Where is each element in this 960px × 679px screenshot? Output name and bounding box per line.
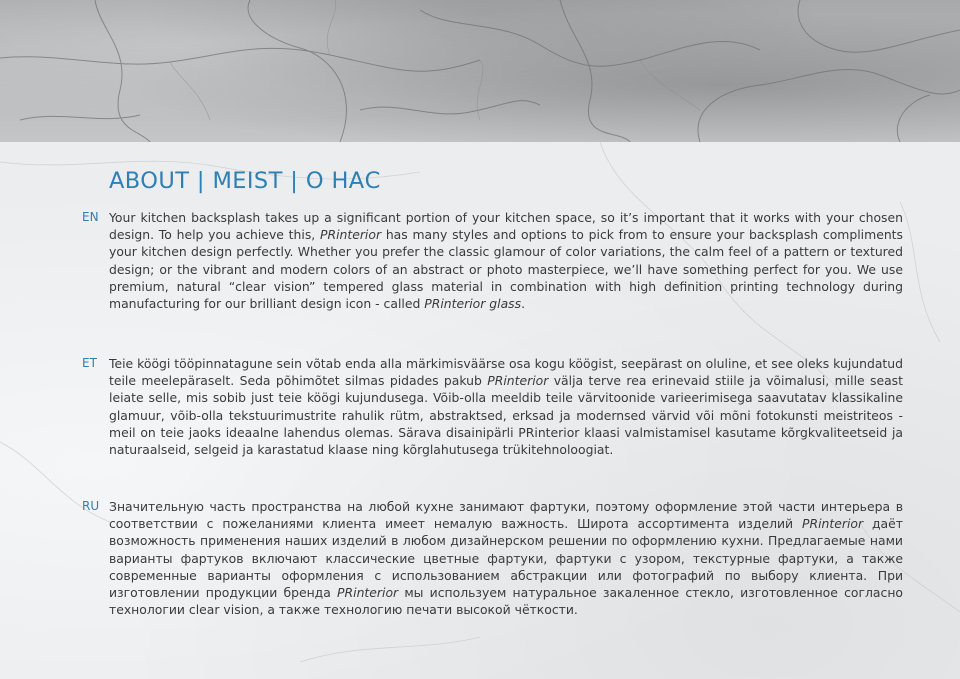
concrete-cracks-graphic [0, 0, 960, 142]
concrete-header-image [0, 0, 960, 142]
brand-name: PRinterior [487, 373, 549, 389]
paragraph-et-text: Teie köögi tööpinnatagune sein võtab enda alla märkimisväärse osa kogu köögist, seepärast on oluline, et see oleks kujundatud teile meelepäraselt. Seda põhimõtet silmas pidades pakub [109, 356, 903, 389]
paragraph-en [109, 209, 903, 312]
paragraph-en-text: Your kitchen backsplash takes up a significant portion of your kitchen space, so it’s important that it works with your chosen design. To help you achieve this, [109, 210, 903, 243]
brand-product-name: PRinterior glass [424, 296, 522, 312]
paragraph-ru [109, 498, 903, 618]
paragraph-et-text: välja terve rea erinevaid stiile ja võimalusi, mille seast leiate selle, mis sobib just teie köögi kujundusega. Võib-olla meeldib teile värvitoonide varieerimisega saavutatav klassikaline glamuur, võib-olla tekstuurimustrite rahulik rütm, abstraktsed, erksad ja modernsed värvid või mõni fotokunsti meistriteos - meil on teie jaoks ideaalne lahendus olemas. Särava disainipärli PRinterior klaasi valmistamisel kasutame kõrgkvaliteetseid ja naturaalseid, selgeid ja karastatud klaase ning kõrglahutusega trükitehnoloogiat. [109, 373, 903, 458]
brand-name: PRinterior [802, 516, 864, 532]
paragraph-ru-text: даёт возможность применения наших изделий в любом дизайнерском решении по оформлению кухни. Предлагаемые нами варианты фартуков включают классические цветные фартуки, фартуки с узором, текстурные фартуки, а также современные варианты оформления с использованием абстракции или фотографий по выбору клиента. При изготовлении продукции бренда [109, 516, 903, 601]
lang-label-en: EN [82, 210, 99, 224]
lang-label-et: ET [82, 356, 97, 370]
paragraph-ru-text: Значительную часть пространства на любой кухне занимают фартуки, поэтому оформление этой части интерьера в соответствии с пожеланиями клиента имеет немалую важность. Широта ассортимента изделий [109, 499, 903, 532]
paragraph-en-text: . [521, 296, 526, 312]
paragraph-et [109, 355, 903, 458]
brand-name: PRinterior [319, 227, 382, 243]
brand-name: PRinterior [337, 585, 399, 601]
paragraph-ru-text: мы используем натуральное закаленное стекло, изготовленное согласно технологии clear vision, а также технологию печати высокой чёткости. [109, 585, 903, 618]
lang-label-ru: RU [82, 499, 100, 513]
paragraph-en-text: has many styles and options to pick from to ensure your backsplash compliments your kitchen design perfectly. Whether you prefer the classic glamour of color variations, the calm feel of a pattern or textured design; or the vibrant and modern colors of an abstract or photo masterpiece, we’ll have something perfect for you. We use premium, natural “clear vision” tempered glass material in combination with high definition printing technology during manufacturing for our brilliant design icon - called [109, 227, 903, 312]
page-title: ABOUT | MEIST | О НАС [109, 168, 381, 194]
